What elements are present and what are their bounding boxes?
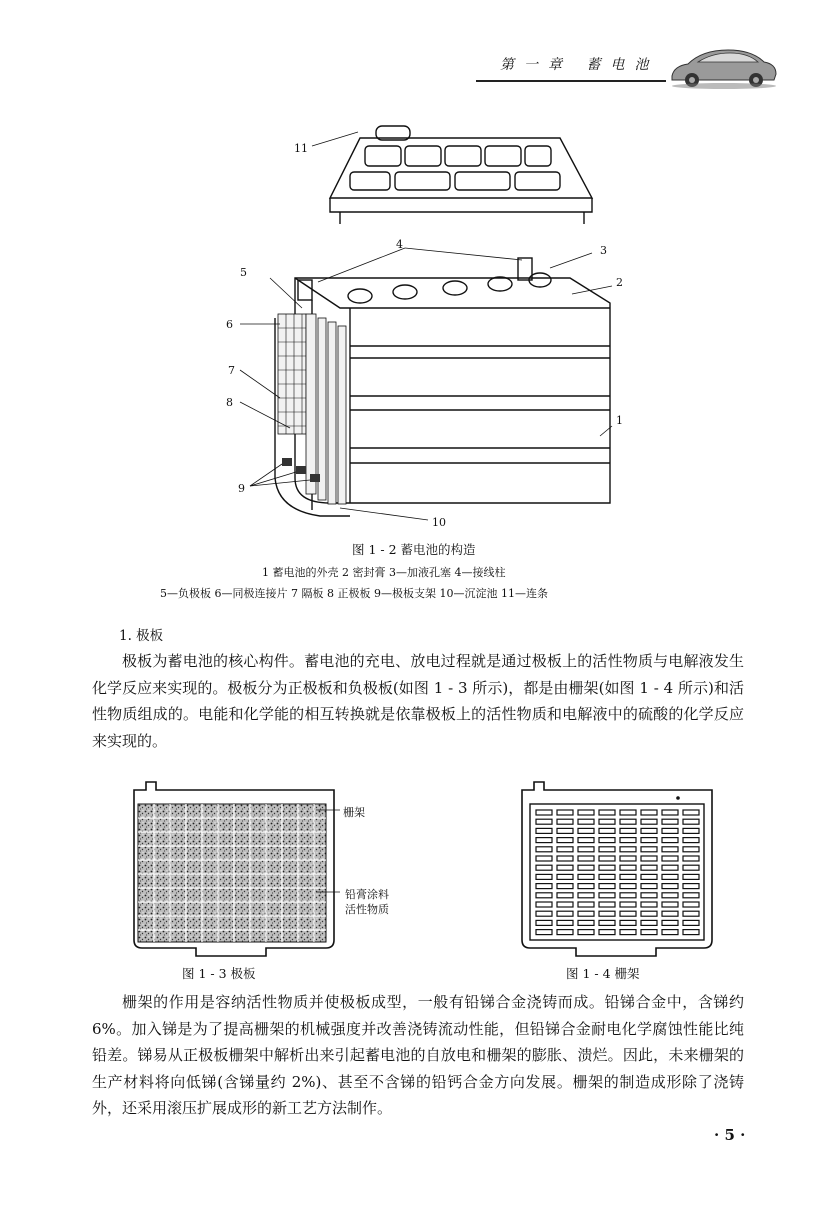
grid-slot — [662, 884, 678, 889]
grid-slot — [557, 911, 573, 916]
grid-slot — [620, 893, 636, 898]
grid-slot — [620, 847, 636, 852]
grid-slot — [641, 856, 657, 861]
grid-slot — [557, 902, 573, 907]
grid-slot — [662, 874, 678, 879]
label-active-material: 活性物质 — [345, 903, 389, 916]
grid-slot — [683, 874, 699, 879]
grid-slot — [641, 847, 657, 852]
grid-slot — [578, 902, 594, 907]
grid-slot — [683, 847, 699, 852]
grid-slot — [662, 920, 678, 925]
grid-slot — [662, 828, 678, 833]
grid-slot — [641, 893, 657, 898]
grid-slot — [536, 828, 552, 833]
grid-slot — [683, 828, 699, 833]
grid-slot — [641, 911, 657, 916]
page-number: · 5 · — [714, 1126, 746, 1144]
grid-slot — [683, 884, 699, 889]
grid-slot — [662, 893, 678, 898]
header-rule — [476, 80, 666, 82]
grid-slot — [641, 884, 657, 889]
grid-slot — [620, 838, 636, 843]
grid-slot — [599, 920, 615, 925]
grid-slot — [683, 930, 699, 935]
grid-slot — [578, 874, 594, 879]
plate-figure — [126, 780, 416, 960]
grid-slot — [641, 920, 657, 925]
callout-6: 6 — [226, 318, 233, 331]
grid-slot — [536, 874, 552, 879]
grid-slot — [599, 911, 615, 916]
grid-slot — [599, 819, 615, 824]
grid-slot — [599, 810, 615, 815]
grid-slot — [641, 819, 657, 824]
figure-1-2-legend-line2: 5—负极板 6—同极连接片 7 隔板 8 正极板 9—极板支架 10—沉淀池 11—连条 — [160, 587, 548, 600]
grid-slot — [662, 902, 678, 907]
grid-slot — [536, 902, 552, 907]
grid-slot — [557, 920, 573, 925]
grid-slot — [578, 828, 594, 833]
grid-slot — [662, 819, 678, 824]
grid-slot — [578, 838, 594, 843]
callout-5: 5 — [240, 266, 247, 279]
grid-slot — [683, 920, 699, 925]
grid-slot — [683, 911, 699, 916]
callout-10: 10 — [432, 516, 446, 529]
grid-slot — [557, 930, 573, 935]
callout-9: 9 — [238, 482, 245, 495]
grid-slot — [578, 911, 594, 916]
grid-slot — [557, 884, 573, 889]
grid-slot — [536, 810, 552, 815]
label-grid: 栅架 — [343, 806, 365, 819]
grid-slot — [578, 920, 594, 925]
grid-slot — [578, 930, 594, 935]
grid-slot — [536, 911, 552, 916]
grid-slot — [620, 920, 636, 925]
grid-slot — [536, 819, 552, 824]
grid-slot — [683, 902, 699, 907]
callout-8: 8 — [226, 396, 233, 409]
grid-slot — [536, 884, 552, 889]
grid-slot — [641, 865, 657, 870]
grid-slot — [578, 856, 594, 861]
grid-slot — [662, 930, 678, 935]
grid-slot — [683, 865, 699, 870]
grid-slot — [620, 874, 636, 879]
grid-slot — [536, 856, 552, 861]
grid-slot — [557, 893, 573, 898]
grid-slot — [641, 810, 657, 815]
grid-slot — [662, 911, 678, 916]
grid-slot — [620, 828, 636, 833]
grid-slot — [578, 810, 594, 815]
battery-construction-figure — [200, 118, 640, 538]
chapter-header: 第一章 蓄电池 — [500, 57, 659, 73]
paragraph-2: 栅架的作用是容纳活性物质并使极板成型，一般有铅锑合金浇铸而成。铅锑合金中，含锑约 6%。加入锑是为了提高栅架的机械强度并改善浇铸流动性能，但铅锑合金耐电化学腐蚀性能比纯铅差。锑易从正极板栅架中解析出来引起蓄电池的自放电和栅架的膨胀、溃烂。因此，未来栅架的生产材料将向低锑(含锑量约 2%)、甚至不含锑的铅钙合金方向发展。栅架的制造成形除了浇铸外，还采用滚压扩展成形的新工艺方法制作。 — [92, 993, 744, 1118]
grid-slot — [662, 838, 678, 843]
grid-slot — [557, 865, 573, 870]
grid-slot — [557, 828, 573, 833]
grid-slot — [557, 810, 573, 815]
grid-slot — [599, 856, 615, 861]
grid-slot — [662, 810, 678, 815]
grid-slot — [641, 874, 657, 879]
grid-slot — [620, 930, 636, 935]
grid-slot — [662, 847, 678, 852]
figure-1-2-legend-line1: 1 蓄电池的外壳 2 密封膏 3—加液孔塞 4—接线柱 — [262, 566, 506, 579]
grid-slot — [557, 838, 573, 843]
grid-slot — [641, 838, 657, 843]
figure-1-4-caption: 图 1 - 4 栅架 — [566, 966, 640, 981]
grid-slot — [683, 819, 699, 824]
grid-slot — [599, 847, 615, 852]
grid-slot — [599, 902, 615, 907]
grid-slot — [620, 856, 636, 861]
label-paste: 铅膏涂料 — [345, 888, 389, 901]
grid-slot — [662, 856, 678, 861]
grid-figure — [516, 780, 726, 960]
grid-slot — [578, 819, 594, 824]
grid-slot — [536, 838, 552, 843]
grid-slot — [599, 930, 615, 935]
grid-slot — [641, 930, 657, 935]
grid-slot — [620, 911, 636, 916]
grid-slot — [599, 884, 615, 889]
grid-slot — [536, 847, 552, 852]
grid-slot — [683, 893, 699, 898]
callout-1: 1 — [616, 414, 623, 427]
grid-slot — [536, 893, 552, 898]
grid-slot — [578, 847, 594, 852]
grid-slot — [557, 847, 573, 852]
callout-11: 11 — [294, 142, 308, 155]
grid-slot — [599, 865, 615, 870]
grid-slot — [599, 828, 615, 833]
grid-slot — [620, 884, 636, 889]
grid-slot — [578, 884, 594, 889]
grid-slot — [662, 865, 678, 870]
grid-slot — [578, 865, 594, 870]
grid-slot — [641, 828, 657, 833]
paragraph-1: 极板为蓄电池的核心构件。蓄电池的充电、放电过程就是通过极板上的活性物质与电解液发生化学反应来实现的。极板分为正极板和负极板(如图 1 - 3 所示)，都是由栅架(如图 1 - 4 所示)和活性物质组成的。电能和化学能的相互转换就是依靠极板上的活性物质和电解液中的硫酸的化学反应来实现的。 — [92, 652, 744, 750]
grid-slot — [599, 893, 615, 898]
grid-slot — [536, 920, 552, 925]
figure-1-2-caption: 图 1 - 2 蓄电池的构造 — [352, 542, 476, 557]
callout-3: 3 — [600, 244, 607, 257]
grid-slot — [620, 819, 636, 824]
grid-slot — [620, 810, 636, 815]
grid-slot — [536, 865, 552, 870]
grid-slot — [683, 810, 699, 815]
section-heading: 1. 极板 — [119, 628, 164, 644]
grid-slot — [683, 856, 699, 861]
grid-slot — [599, 838, 615, 843]
grid-slot — [536, 930, 552, 935]
callout-2: 2 — [616, 276, 623, 289]
grid-slot — [683, 838, 699, 843]
grid-slot — [641, 902, 657, 907]
grid-slot — [620, 865, 636, 870]
grid-slot — [578, 893, 594, 898]
grid-slot — [557, 856, 573, 861]
grid-slot — [599, 874, 615, 879]
car-icon — [668, 40, 780, 92]
callout-4: 4 — [396, 238, 403, 251]
figure-1-3-caption: 图 1 - 3 极板 — [182, 966, 256, 981]
grid-slot — [620, 902, 636, 907]
grid-slot — [557, 874, 573, 879]
callout-7: 7 — [228, 364, 235, 377]
grid-slot — [557, 819, 573, 824]
